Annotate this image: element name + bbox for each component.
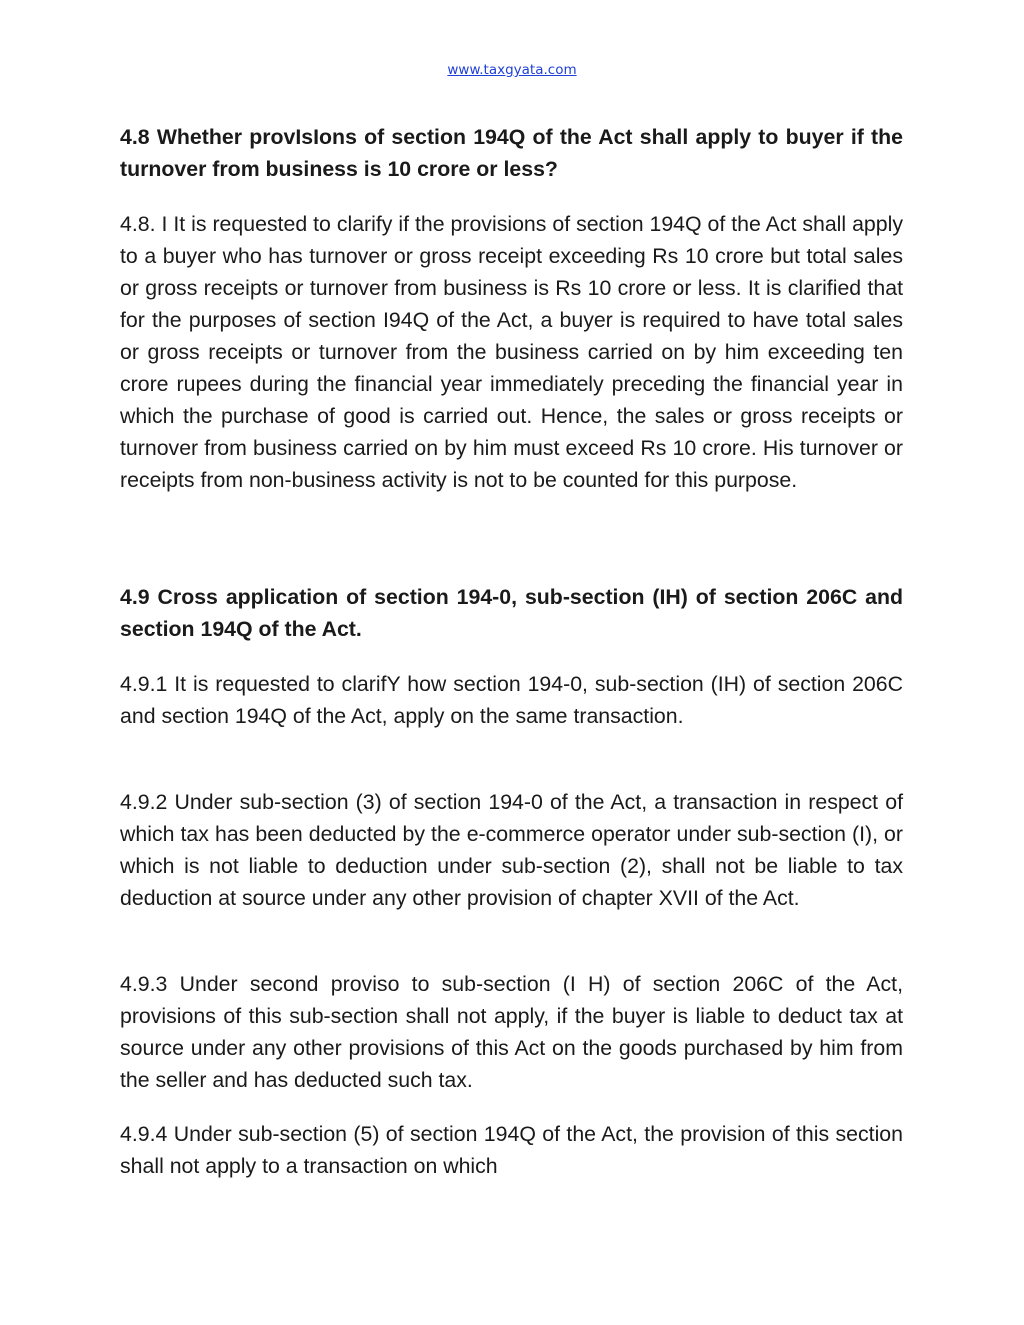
section-heading-4-8: 4.8 Whether provIsIons of section 194Q of the Act shall apply to buyer if the turnover from business is 10 crore or less? <box>120 125 903 181</box>
website-link[interactable]: www.taxgyata.com <box>447 62 577 78</box>
paragraph-4-9-1: 4.9.1 It is requested to clarifY how section 194-0, sub-section (IH) of section 206C and section 194Q of the Act, apply on the same transaction. <box>120 672 903 728</box>
paragraph-4-9-2: 4.9.2 Under sub-section (3) of section 194-0 of the Act, a transaction in respect of which tax has been deducted by the e-commerce operator under sub-section (I), or which is not liable to deduction under sub-section (2), shall not be liable to tax deduction at source under any other provision of chapter XVII of the Act. <box>120 790 903 910</box>
paragraph-4-9-4: 4.9.4 Under sub-section (5) of section 194Q of the Act, the provision of this section shall not apply to a transaction on which <box>120 1122 903 1178</box>
paragraph-4-8-1: 4.8. I It is requested to clarify if the provisions of section 194Q of the Act shall apply to a buyer who has turnover or gross receipt exceeding Rs 10 crore but total sales or gross receipts or turnover from business is Rs 10 crore or less. It is clarified that for the purposes of section I94Q of the Act, a buyer is required to have total sales or gross receipts or turnover from the business carried on by him exceeding ten crore rupees during the financial year immediately preceding the financial year in which the purchase of good is carried out. Hence, the sales or gross receipts or turnover from business carried on by him must exceed Rs 10 crore. His turnover or receipts from non-business activity is not to be counted for this purpose. <box>120 212 903 492</box>
section-heading-4-9: 4.9 Cross application of section 194-0, sub-section (IH) of section 206C and section 194Q of the Act. <box>120 585 903 641</box>
paragraph-4-9-3: 4.9.3 Under second proviso to sub-section (I H) of section 206C of the Act, provisions of this sub-section shall not apply, if the buyer is liable to deduct tax at source under any other provisions of this Act on the goods purchased by him from the seller and has deducted such tax. <box>120 972 903 1092</box>
